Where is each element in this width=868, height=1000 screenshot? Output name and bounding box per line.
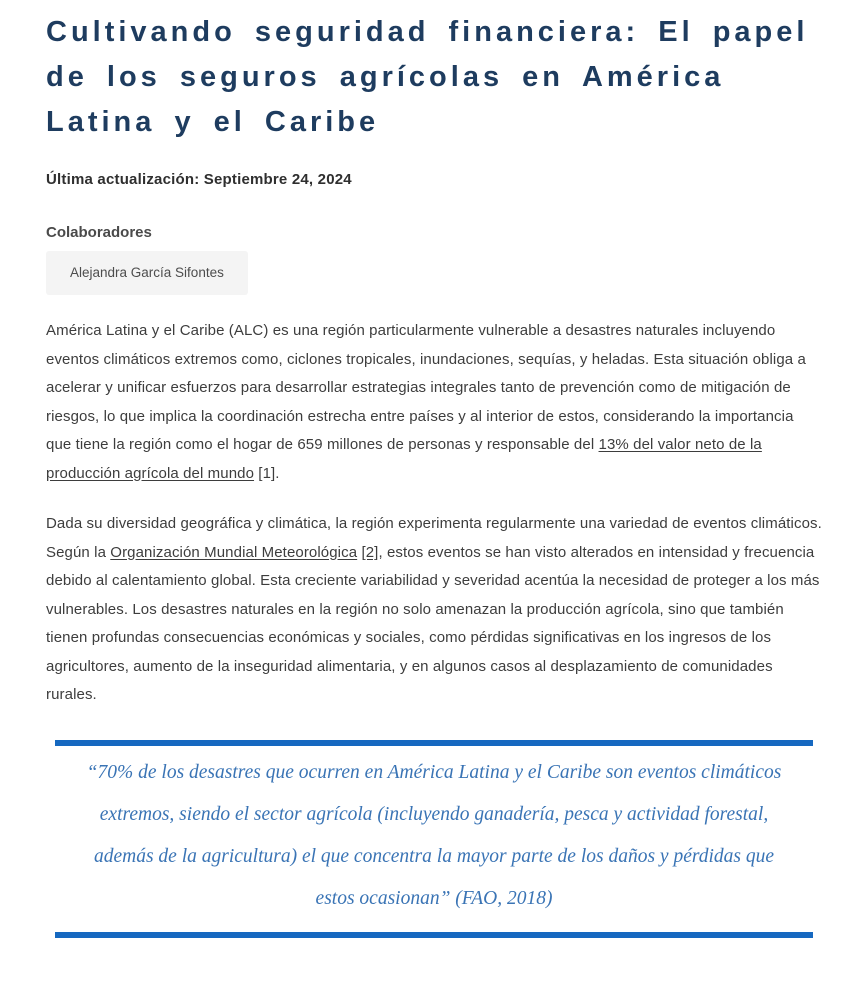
contributor-name: Alejandra García Sifontes <box>70 265 224 280</box>
page-title: Cultivando seguridad financiera: El papel de los seguros agrícolas en América Latina y el Caribe <box>46 16 809 138</box>
text-segment: , estos eventos se han visto alterados en intensidad y frecuencia debido al calentamiento global. Esta creciente variabilidad y severidad acentúa la necesidad de proteger a los más vulnerables. Los desastres naturales en la región no solo amenazan la producción agrícola, sino que también tienen profundas consecuencias económicas y sociales, como pérdidas significativas en los ingresos de los agricultores, aumento de la inseguridad alimentaria, y en algunos casos al desplazamiento de comunidades rurales. <box>46 543 820 703</box>
inline-text-link[interactable]: [2] <box>361 543 379 561</box>
inline-text-link[interactable]: Organización Mundial Meteorológica <box>110 543 358 561</box>
last-updated-label: Última actualización: Septiembre 24, 2024 <box>46 171 352 188</box>
pull-quote <box>55 746 813 932</box>
pull-quote-text: “70% de los desastres que ocurren en América Latina y el Caribe son eventos climáticos extremos, siendo el sector agrícola (incluyendo ganadería, pesca y actividad forestal, además de la agricultura) el que concentra la mayor parte de los daños y pérdidas que estos ocasionan” (FAO, 2018) <box>86 761 782 909</box>
text-segment: América Latina y el Caribe (ALC) es una región particularmente vulnerable a desastres naturales incluyendo eventos climáticos extremos como, ciclones tropicales, inundaciones, sequías, y heladas. Esta situación obliga a acelerar y unificar esfuerzos para desarrollar estrategias integrales tanto de prevención como de mitigación de riesgos, lo que implica la coordinación estrecha entre países y al interior de estos, considerando la importancia que tiene la región como el hogar de 659 millones de personas y responsable del <box>46 322 806 453</box>
inline-text-link[interactable]: 13% del valor neto de la producción agrícola del mundo <box>46 436 762 482</box>
body-paragraph-2 <box>46 510 822 710</box>
quote-bottom-rule <box>55 932 813 938</box>
contributors-section <box>46 224 822 295</box>
text-segment: Dada su diversidad geográfica y climática, la región experimenta regularmente una variedad de eventos climáticos. Según la <box>46 515 822 561</box>
text-segment: [1]. <box>254 464 280 482</box>
contributor-chip[interactable] <box>46 251 248 295</box>
body-paragraph-1 <box>46 317 822 488</box>
contributors-label: Colaboradores <box>46 224 152 241</box>
